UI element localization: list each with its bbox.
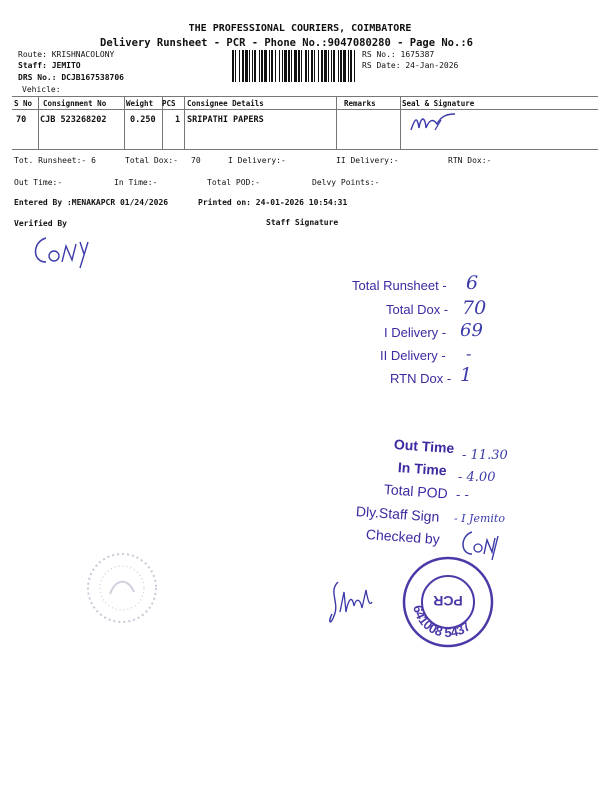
col-remarks: Remarks <box>344 99 376 108</box>
stamp-total-dox: Total Dox - <box>386 302 449 317</box>
stamp-dly-staff-sign: Dly.Staff Sign <box>355 503 440 525</box>
barcode-bar <box>314 50 315 82</box>
hand-rtn-dox: 1 <box>460 364 473 386</box>
barcode-bar <box>275 50 276 82</box>
col-pcs: PCS <box>162 99 176 108</box>
verified-by-signature <box>28 232 98 272</box>
printed-on: Printed on: 24-01-2026 10:54:31 <box>198 198 348 207</box>
barcode-bar <box>333 50 335 82</box>
verified-by: Verified By <box>14 219 67 228</box>
tot-runsheet: Tot. Runsheet:- 6 <box>14 156 96 165</box>
col-sno: S No <box>14 99 33 108</box>
stamp-total-runsheet: Total Runsheet - <box>352 278 447 293</box>
faded-seal-left <box>82 548 162 628</box>
route-label: Route: KRISHNACOLONY <box>18 50 115 59</box>
barcode-bar <box>269 50 270 82</box>
total-dox-value: 70 <box>191 156 201 165</box>
staff-signature <box>326 572 376 634</box>
entered-by: Entered By :MENAKAPCR 01/24/2026 <box>14 198 169 207</box>
barcode-bar <box>348 50 349 82</box>
row-weight: 0.250 <box>130 115 156 125</box>
col-seal: Seal & Signature <box>402 99 475 108</box>
stamp-out-time: Out Time <box>393 436 455 457</box>
rs-no: RS No.: 1675387 <box>362 50 435 59</box>
col-consignee: Consignee Details <box>187 99 264 108</box>
hand-dly-staff-sign: - I Jemito <box>454 512 505 525</box>
barcode-bar <box>235 50 236 82</box>
barcode-bar <box>279 50 280 82</box>
barcode-bar <box>261 50 263 82</box>
company-title: THE PROFESSIONAL COURIERS, COIMBATORE <box>188 23 412 34</box>
hand-total-dox: 70 <box>462 297 487 319</box>
pcr-stamp-text: PCR <box>433 593 463 609</box>
barcode-bar <box>271 50 273 82</box>
staff-label: Staff: JEMITO <box>18 61 81 70</box>
drs-label: DRS No.: DCJB167538706 <box>18 73 124 82</box>
barcode-bar <box>239 50 240 82</box>
barcode-bar <box>245 50 248 82</box>
hand-i-delivery: 69 <box>460 320 483 341</box>
delvy-points-label: Delvy Points:- <box>312 178 380 187</box>
barcode-bar <box>308 50 309 82</box>
barcode-bar <box>242 50 244 82</box>
barcode-bar <box>340 50 342 82</box>
pcr-round-stamp <box>398 552 498 652</box>
hand-in-time: - 4.00 <box>458 470 496 485</box>
barcode-bar <box>301 50 302 82</box>
stamp-checked-by: Checked by <box>365 526 441 548</box>
barcode-bar <box>350 50 352 82</box>
barcode-bar <box>321 50 323 82</box>
pcr-stamp-number: 641008 5437 <box>410 603 474 641</box>
hand-total-pod: - - <box>456 488 469 503</box>
row-consignment: CJB 523268202 <box>40 115 107 125</box>
barcode-bar <box>254 50 256 82</box>
barcode-bar <box>338 50 339 82</box>
stamp-i-delivery: I Delivery - <box>384 325 447 340</box>
rtn-dox-label: RTN Dox:- <box>448 156 492 165</box>
barcode-bar <box>305 50 307 82</box>
row-consignee: SRIPATHI PAPERS <box>187 115 264 125</box>
in-time-label: In Time:- <box>114 178 158 187</box>
barcode-bar <box>259 50 260 82</box>
barcode-bar <box>291 50 292 82</box>
i-delivery-label: I Delivery:- <box>228 156 286 165</box>
stamp-total-pod: Total POD <box>383 481 449 502</box>
barcode-bar <box>282 50 283 82</box>
stamp-in-time: In Time <box>397 459 448 479</box>
runsheet-subtitle: Delivery Runsheet - PCR - Phone No.:9047080280 - Page No.:6 <box>100 37 473 49</box>
barcode-bar <box>288 50 290 82</box>
hand-ii-delivery: - <box>466 344 472 363</box>
col-weight: Weight <box>126 99 154 108</box>
hand-out-time: - 11.30 <box>462 448 508 463</box>
total-pod-label: Total POD:- <box>207 178 260 187</box>
barcode-bar <box>264 50 267 82</box>
ii-delivery-label: II Delivery:- <box>336 156 399 165</box>
row-sno: 70 <box>16 115 27 125</box>
col-consignment: Consignment No <box>43 99 107 108</box>
barcode-bar <box>343 50 346 82</box>
barcode-bar <box>318 50 319 82</box>
barcode-bar <box>311 50 313 82</box>
barcode-bar <box>232 50 234 82</box>
barcode-bar <box>331 50 332 82</box>
total-dox-label: Total Dox:- <box>125 156 178 165</box>
stamp-ii-delivery: II Delivery - <box>380 348 446 363</box>
barcode-bar <box>249 50 250 82</box>
barcode-bar <box>354 50 355 82</box>
rs-date: RS Date: 24-Jan-2026 <box>362 61 459 70</box>
out-time-label: Out Time:- <box>14 178 63 187</box>
staff-signature-label: Staff Signature <box>266 218 339 227</box>
vehicle-label: Vehicle: <box>22 85 61 94</box>
hand-total-runsheet: 6 <box>466 272 479 294</box>
barcode-bar <box>284 50 287 82</box>
barcode-bar <box>298 50 300 82</box>
barcode-bar <box>252 50 253 82</box>
barcode <box>232 50 356 82</box>
seal-signature-scribble <box>405 108 465 138</box>
barcode-bar <box>324 50 327 82</box>
stamp-rtn-dox: RTN Dox - <box>390 371 452 386</box>
barcode-bar <box>294 50 297 82</box>
barcode-bar <box>328 50 329 82</box>
row-pcs: 1 <box>175 115 181 125</box>
